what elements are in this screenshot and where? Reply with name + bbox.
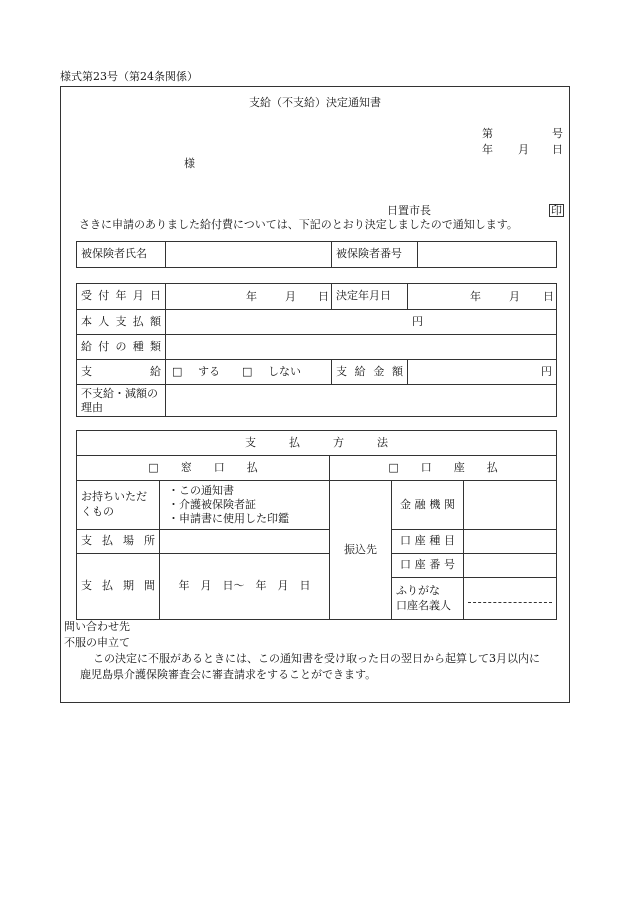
decision-date-value: 年 月 日 (408, 284, 557, 310)
document-title: 支給（不支給）決定通知書 (249, 96, 381, 109)
decision-table (76, 283, 557, 417)
do-label: する (198, 365, 220, 378)
issuer: 日置市長 (387, 204, 431, 217)
benefit-type-value (166, 335, 557, 360)
received-date-value: 年 月 日 (166, 284, 332, 310)
account-number-value (464, 554, 557, 578)
bank-label: 金融機関 (392, 481, 464, 530)
payment-method-table (76, 430, 557, 620)
self-pay-label: 本人支払額 (77, 310, 166, 335)
decision-date-label: 決定年月日 (332, 284, 408, 310)
reason-value (166, 385, 557, 417)
ref-go: 号 (552, 127, 563, 140)
holder-label (392, 578, 464, 620)
bring-items (160, 481, 330, 530)
date-year: 年 (482, 143, 493, 156)
transfer-label: 振込先 (330, 481, 392, 620)
appeal-text-line2: 鹿児島県介護保険審査会に審査請求をすることができます。 (80, 668, 377, 681)
place-label: 支払場所 (77, 530, 160, 554)
received-date-label: 受付年月日 (77, 284, 166, 310)
insured-number-label: 被保険者番号 (332, 242, 418, 268)
seal-mark: 印 (551, 204, 562, 217)
date-day: 日 (552, 143, 563, 156)
intro-text: さきに申請のありました給付費については、下記のとおり決定しましたので通知します。 (79, 218, 518, 231)
account-pay-option[interactable]: □ 口 座 払 (330, 456, 557, 481)
window-pay-option[interactable]: □ 窓 口 払 (77, 456, 330, 481)
addressee-suffix: 様 (184, 157, 195, 170)
furigana-label: ふりがな (396, 583, 440, 597)
benefit-type-label: 給付の種類 (77, 335, 166, 360)
payment-method-header: 支 払 方 法 (77, 431, 557, 456)
account-type-label: 口座種目 (392, 530, 464, 554)
date-month: 月 (518, 143, 529, 156)
account-holder-label: 口座名義人 (396, 598, 451, 612)
account-type-value (464, 530, 557, 554)
do-checkbox[interactable]: □ (172, 365, 183, 378)
bring-item: ・申請書に使用した印鑑 (168, 511, 289, 525)
amount-label: 支給金額 (332, 360, 408, 385)
period-value: 年 月 日～ 年 月 日 (160, 554, 330, 620)
bring-item: ・介護被保険者証 (168, 498, 256, 512)
insured-number-value (418, 242, 557, 268)
insured-table (76, 241, 557, 268)
appeal-label: 不服の申立て (64, 636, 130, 649)
reason-label: 不支給・減額の理由 (77, 385, 166, 417)
place-value (160, 530, 330, 554)
contact-label: 問い合わせ先 (64, 620, 130, 633)
form-number: 様式第23号（第24条関係） (60, 70, 198, 83)
payment-label: 支給 (77, 360, 166, 385)
self-pay-value: 円 (166, 310, 557, 335)
period-label: 支払期間 (77, 554, 160, 620)
furigana-dashed-line (468, 602, 552, 603)
bring-label: お持ちいただくもの (77, 481, 160, 530)
insured-name-value (166, 242, 332, 268)
appeal-text-line1: この決定に不服があるときには、この通知書を受け取った日の翌日から起算して3月以内に (93, 652, 540, 665)
payment-choice (166, 360, 332, 385)
ref-dai: 第 (482, 127, 493, 140)
do-not-label: しない (268, 365, 301, 378)
bring-item: ・この通知書 (168, 484, 234, 498)
holder-value (464, 578, 557, 620)
bank-value (464, 481, 557, 530)
do-not-checkbox[interactable]: □ (242, 365, 253, 378)
insured-name-label: 被保険者氏名 (77, 242, 166, 268)
account-number-label: 口座番号 (392, 554, 464, 578)
amount-value: 円 (408, 360, 557, 385)
